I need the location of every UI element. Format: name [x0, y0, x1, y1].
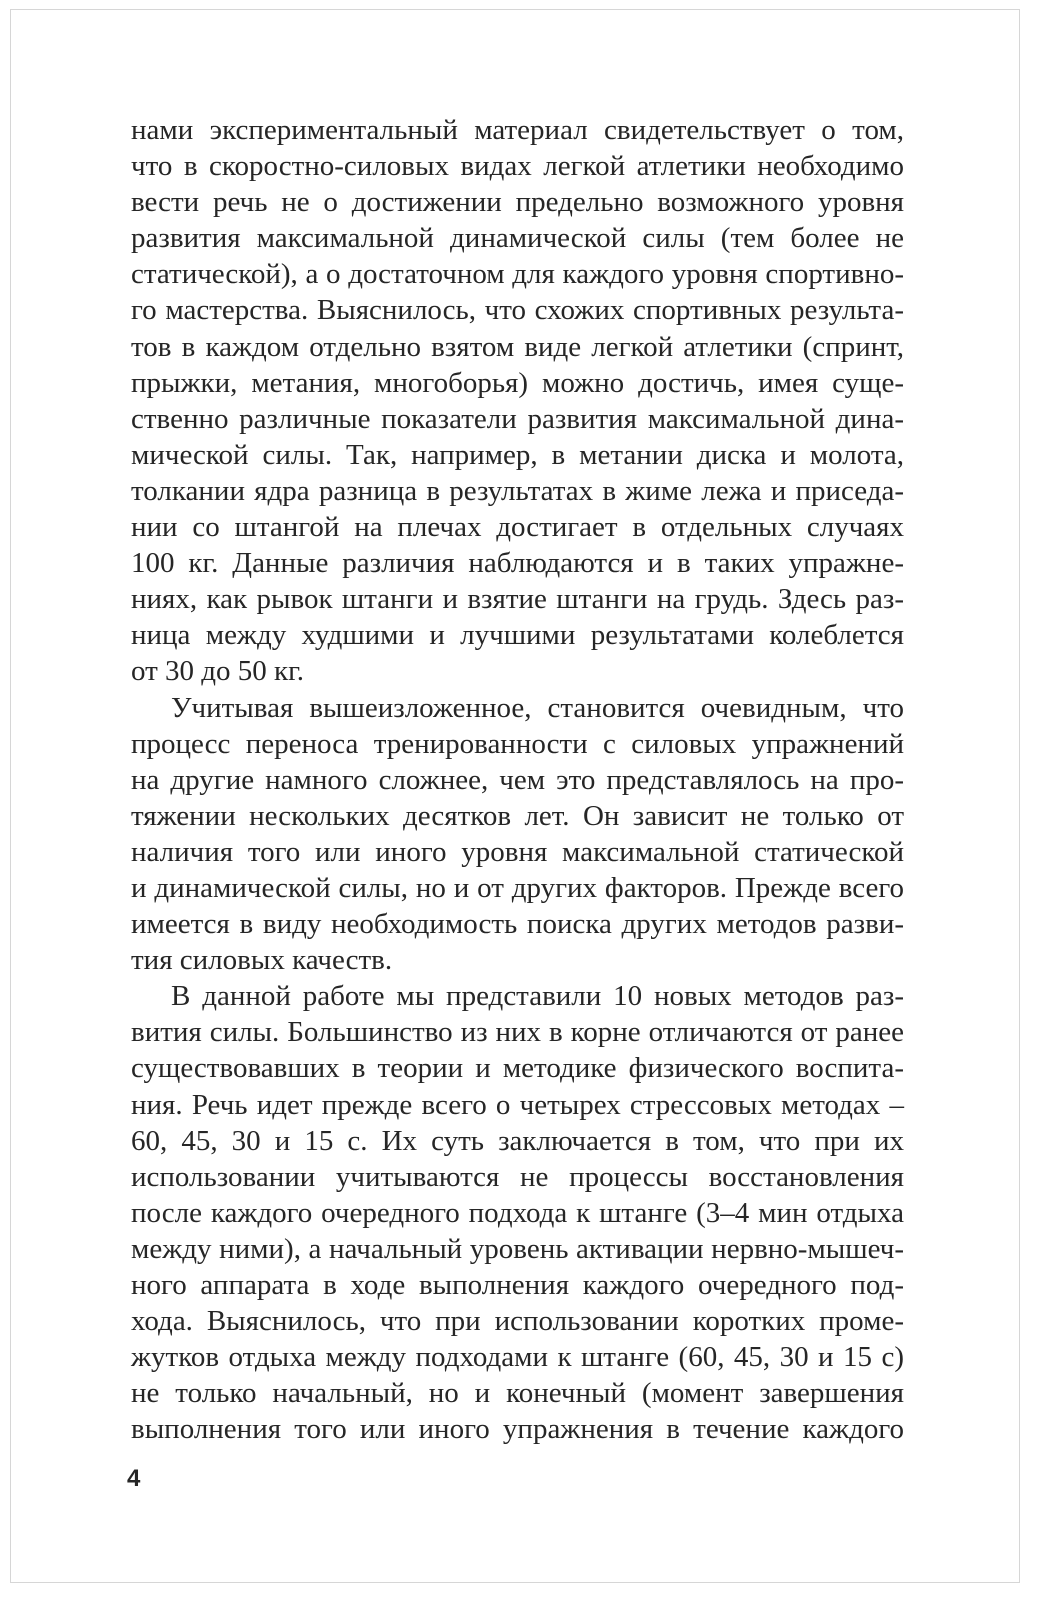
text-line: выполнения того или иного упражнения в течение каждого — [131, 1413, 904, 1446]
text-line: тов в каждом отдельно взятом виде легкой атлетики (спринт, — [131, 330, 904, 363]
text-line: Учитывая вышеизложенное, становится очевидным, что — [171, 691, 904, 724]
text-line: нии со штангой на плечах достигает в отдельных случаях — [131, 511, 904, 544]
text-line: хода. Выяснилось, что при использовании коротких проме- — [131, 1305, 904, 1338]
text-line: от 30 до 50 кг. — [131, 655, 305, 688]
text-line: нами экспериментальный материал свидетельствует о том, — [131, 114, 904, 146]
text-line: существовавших в теории и методике физического воспита- — [131, 1052, 904, 1085]
text-line: го мастерства. Выяснилось, что схожих спортивных результа- — [131, 294, 904, 327]
text-line: процесс переноса тренированности с силовых упражнений — [131, 727, 904, 760]
text-line: ственно различные показатели развития максимальной дина- — [131, 402, 904, 435]
text-line: ния. Речь идет прежде всего о четырех стрессовых методах – — [131, 1088, 904, 1121]
text-line: прыжки, метания, многоборья) можно достичь, имея суще- — [131, 366, 904, 399]
paragraph-2 — [131, 690, 904, 979]
paragraph-1 — [131, 112, 904, 690]
text-line: ного аппарата в ходе выполнения каждого очередного под- — [131, 1269, 904, 1301]
text-line: мической силы. Так, например, в метании диска и молота, — [131, 438, 904, 471]
text-line: и динамической силы, но и от других факторов. Прежде всего — [131, 871, 904, 904]
page-number: 4 — [127, 1465, 141, 1492]
text-line: развития максимальной динамической силы (тем более не — [131, 222, 904, 255]
text-line: 60, 45, 30 и 15 с. Их суть заключается в том, что при их — [131, 1124, 904, 1157]
text-line: ниях, как рывок штанги и взятие штанги на грудь. Здесь раз- — [131, 583, 904, 616]
text-line: использовании учитываются не процессы восстановления — [131, 1160, 904, 1193]
text-line: на другие намного сложнее, чем это представлялось на про- — [131, 763, 904, 796]
text-line: толкании ядра разница в результатах в жиме лежа и приседа- — [131, 474, 904, 507]
text-line: вития силы. Большинство из них в корне отличаются от ранее — [131, 1016, 904, 1049]
text-line: статической), а о достаточном для каждого уровня спортивно- — [131, 258, 904, 291]
text-line: после каждого очередного подхода к штанге (3–4 мин отдыха — [131, 1196, 904, 1229]
text-line: тяжении нескольких десятков лет. Он зависит не только от — [131, 799, 904, 832]
text-line: тия силовых качеств. — [131, 944, 393, 977]
text-line: ница между худшими и лучшими результатами колеблется — [131, 619, 904, 652]
text-line: не только начальный, но и конечный (момент завершения — [131, 1377, 904, 1410]
text-line: вести речь не о достижении предельно возможного уровня — [131, 186, 904, 219]
text-line: В данной работе мы представили 10 новых методов раз- — [171, 980, 904, 1013]
text-line: имеется в виду необходимость поиска других методов разви- — [131, 908, 904, 941]
page-body — [131, 112, 904, 1447]
text-line: наличия того или иного уровня максимальной статической — [131, 835, 904, 868]
text-line: жутков отдыха между подходами к штанге (60, 45, 30 и 15 с) — [131, 1341, 904, 1374]
paragraph-3 — [131, 978, 904, 1447]
text-line: что в скоростно-силовых видах легкой атлетики необходимо — [131, 150, 904, 183]
text-line: между ними), а начальный уровень активации нервно-мышеч- — [131, 1232, 904, 1265]
text-line: 100 кг. Данные различия наблюдаются и в таких упражне- — [131, 547, 904, 580]
